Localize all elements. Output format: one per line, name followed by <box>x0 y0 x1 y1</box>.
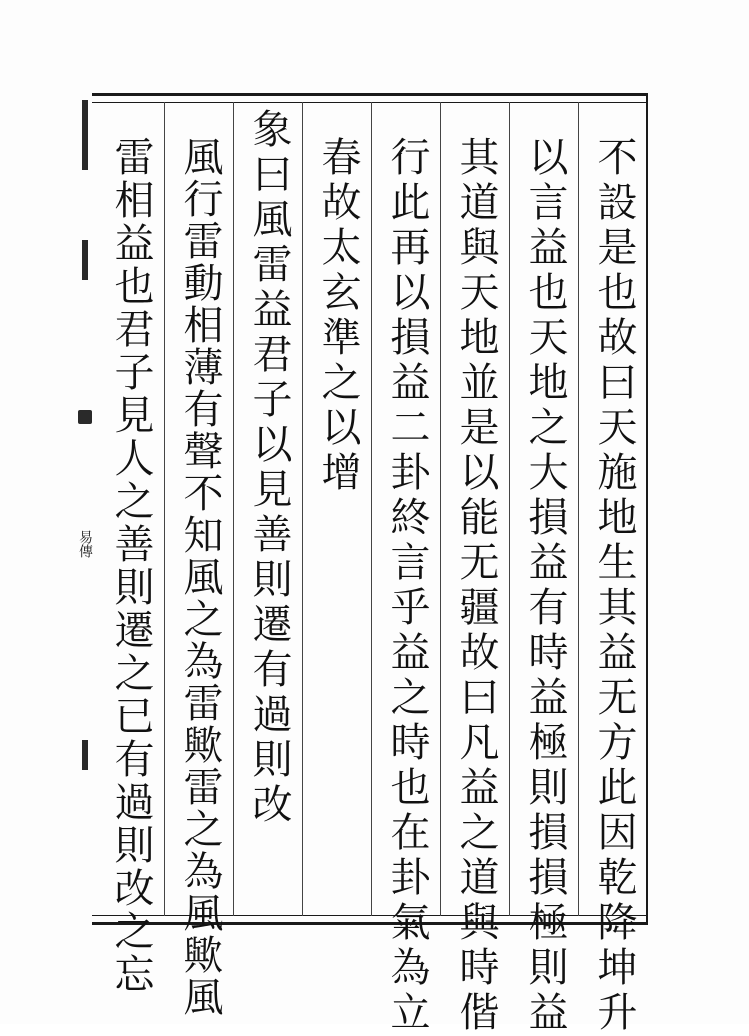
column-separator <box>233 102 234 916</box>
text-column-7: 風行雷動相薄有聲不知風之為雷歟雷之為風歟風 <box>177 136 223 1018</box>
text-column-5: 春故太玄準之以增 <box>315 136 361 496</box>
text-column-6: 象曰風雷益君子以見善則遷有過則改 <box>246 108 292 828</box>
fishtail-icon <box>78 410 92 424</box>
text-column-4: 行此再以損益二卦終言乎益之時也在卦氣為立 <box>384 136 430 1036</box>
text-column-1: 不設是也故曰天施地生其益无方此因乾降坤升 <box>591 136 637 1036</box>
text-column-8: 雷相益也君子見人之善則遷之已有過則改之忘 <box>108 136 154 996</box>
column-separator <box>509 102 510 916</box>
column-separator <box>164 102 165 916</box>
column-separator <box>440 102 441 916</box>
fold-mark-upper <box>82 240 88 280</box>
right-border-rule <box>646 93 648 925</box>
column-separator <box>302 102 303 916</box>
top-inner-rule <box>92 102 648 103</box>
fold-title: 易傳 <box>77 530 93 558</box>
column-separator <box>578 102 579 916</box>
fold-mark-lower <box>82 740 88 770</box>
top-border-rule <box>92 93 648 96</box>
page-fold-strip <box>76 100 94 920</box>
fold-mark-top <box>82 100 88 170</box>
text-column-3: 其道與天地並是以能无疆故曰凡益之道與時偕 <box>453 136 499 1036</box>
column-separator <box>371 102 372 916</box>
text-column-2: 以言益也天地之大損益有時益極則損損極則益 <box>522 136 568 1036</box>
